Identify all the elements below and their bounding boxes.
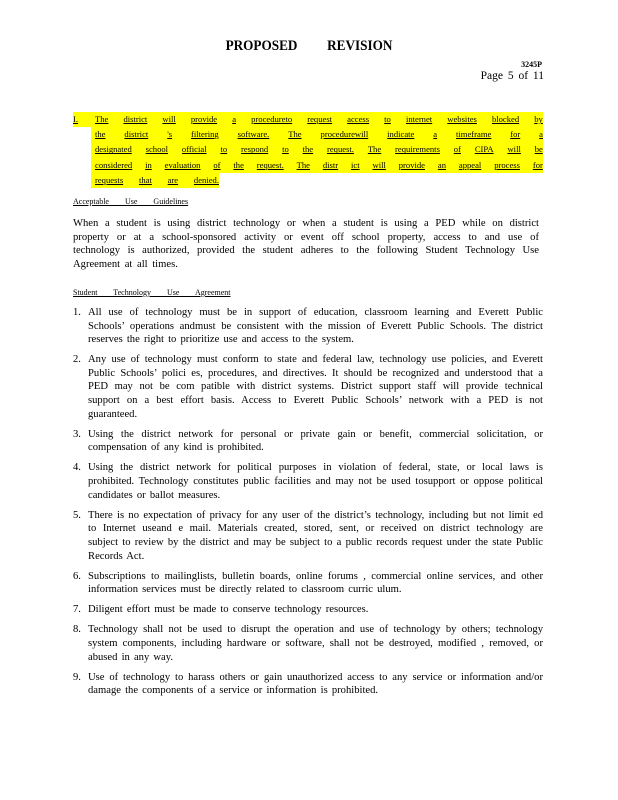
highlighted-line: considered in evaluation of the request. The distr ict will provide an appeal process for [91,158,543,173]
acceptable-use-paragraph: When a student is using district technology or when a student is using a PED while on district property or at a school-sponsored activity or event off school property, access to and use of technology is authorized, provided the student adheres to the following Student Technology Use Agreement at all times. [73,218,539,270]
agreement-item [73,428,543,455]
acceptable-use-heading: Acceptable Use Guidelines [73,197,189,206]
item-number: 1. [73,307,81,318]
item-indent [73,142,91,157]
item-number: 3. [73,428,81,440]
highlighted-line: requests that are denied. [91,173,219,188]
agreement-list [73,306,543,704]
item-text: All use of technology must be in support of education, classroom learning and Everett Public Schools’ operations andmust be consistent with the mission of Everett Public Schools. The district reserves the right to prioritize use and access to the system. [88,307,543,346]
item-number: 7. [73,604,81,616]
item-indent [73,173,91,188]
item-indent [73,127,91,142]
item-text: Diligent effort must be made to conserve technology resources. [88,604,369,616]
agreement-item [73,306,543,347]
item-marker: I. [73,112,91,127]
item-text: Using the district network for political purposes in violation of federal, state, or local laws is prohibited. Technology constitutes public facilities and may not be used tosupport or oppose political candidates or ballot measures. [88,462,543,501]
agreement-item [73,671,543,698]
item-text: There is no expectation of privacy for any user of the district’s technology, including but not limit ed to Internet useand e mail. Materials created, stored, sent, or received on district technology are subject to review by the district and may be subject to a public records request under the state Public Records Act. [88,509,543,562]
item-number: 6. [73,570,81,582]
item-number: 2. [73,354,81,366]
agreement-item [73,461,543,502]
agreement-item [73,353,543,421]
agreement-item [73,623,543,664]
item-text: Using the district network for personal or private gain or benefit, commercial solicitation, or compensation of any kind is prohibited. [88,428,543,454]
item-text: Subscriptions to mailinglists, bulletin boards, online forums , commercial online services, and other information services must be directly related to classroom curric ulum. [88,570,543,596]
document-number: 3245P [521,60,542,69]
agreement-item [73,603,543,617]
agreement-heading: Student Technology Use Agreement [73,288,231,297]
highlighted-line: The district will provide a procedureto request access to internet websites blocked by [91,112,543,127]
item-text: Use of technology to harass others or gain unauthorized access to any service or information and/or damage the components of a service or information is prohibited. [88,671,543,697]
highlighted-line: designated school official to respond to the request. The requirements of CIPA will be [91,142,543,157]
highlighted-line: the district 's filtering software. The procedurewill indicate a timeframe for a [91,127,543,142]
item-text: Any use of technology must conform to state and federal law, technology use policies, and Everett Public Schools’ polici es, procedures, and directives. It should be recognized and understood that a PED may not be com patible with district systems. District support staff will provide technical support on a best effort basis. Access to Everett Public Schools’ network with a PED is not guaranteed. [88,354,543,420]
page-title: PROPOSED REVISION [225,38,393,54]
item-text: Technology shall not be used to disrupt the operation and use of technology by others; technology system components, including hardware or software, shall not be destroyed, modified , removed, or abused in any way. [88,624,543,663]
agreement-item [73,509,543,563]
item-number: 4. [73,462,81,474]
agreement-item [73,570,543,597]
item-number: 8. [73,624,81,636]
highlighted-revision-item [73,112,543,188]
item-number: 9. [73,671,81,683]
item-indent [73,158,91,173]
page-number: Page 5 of 11 [480,70,544,82]
item-number: 5. [73,509,81,521]
